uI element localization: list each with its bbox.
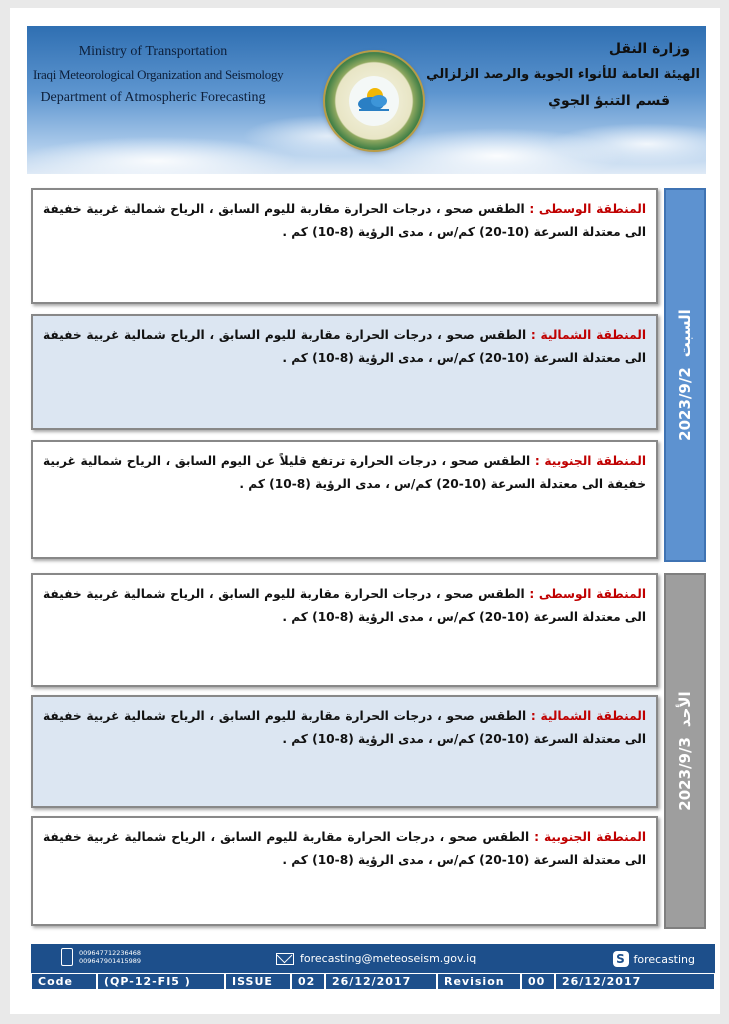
organization-name-ar: الهيئة العامة للأنواء الجوية والرصد الزلزالي xyxy=(426,67,700,82)
arabic-header xyxy=(426,36,700,114)
department-name-ar: قسم التنبؤ الجوي xyxy=(548,93,670,109)
issue-label: ISSUE xyxy=(225,973,291,990)
day-name: الأحد xyxy=(676,691,694,728)
forecast-central-region xyxy=(31,188,658,304)
region-label: المنطقة الجنوبية : xyxy=(534,454,647,468)
forecast-text: الطقس صحو ، درجات الحرارة مقاربة لليوم السابق ، الرياح شمالية غربية خفيفة الى معتدلة السرعة (10-20) كم/س ، مدى الرؤية (8-10) كم . xyxy=(43,830,646,867)
page xyxy=(10,8,720,1014)
skype-contact[interactable] xyxy=(613,951,696,967)
region-label: المنطقة الجنوبية : xyxy=(534,830,647,844)
phone-number-2: 009647901415989 xyxy=(79,957,142,965)
forecast-northern-region xyxy=(31,314,658,430)
phone-number-1: 009647712236468 xyxy=(79,949,142,957)
forecast-text: الطقس صحو ، درجات الحرارة مقاربة لليوم السابق ، الرياح شمالية غربية خفيفة الى معتدلة السرعة (10-20) كم/س ، مدى الرؤية (8-10) كم . xyxy=(43,587,646,624)
code-value: (QP-12-FI5 ) xyxy=(97,973,225,990)
logo-emblem xyxy=(325,52,423,150)
forecast-text: الطقس صحو ، درجات الحرارة مقاربة لليوم السابق ، الرياح شمالية غربية خفيفة الى معتدلة السرعة (10-20) كم/س ، مدى الرؤية (8-10) كم . xyxy=(43,202,646,239)
region-label: المنطقة الوسطى : xyxy=(529,587,646,601)
phone-numbers xyxy=(79,949,141,965)
email-contact[interactable] xyxy=(276,952,476,965)
day-block-saturday xyxy=(31,188,706,562)
forecast-southern-region xyxy=(31,440,658,559)
ministry-name-en: Ministry of Transportation xyxy=(78,44,228,59)
day-block-sunday xyxy=(31,573,706,929)
forecast-southern-region xyxy=(31,816,658,926)
revision-date: 26/12/2017 xyxy=(555,973,715,990)
region-label: المنطقة الوسطى : xyxy=(529,202,646,216)
forecast-text: الطقس صحو ، درجات الحرارة مقاربة لليوم السابق ، الرياح شمالية غربية خفيفة الى معتدلة السرعة (10-20) كم/س ، مدى الرؤية (8-10) كم . xyxy=(43,328,646,365)
day-name: السبت xyxy=(676,309,694,358)
revision-label: Revision xyxy=(437,973,521,990)
header-banner xyxy=(27,26,706,174)
issue-date: 26/12/2017 xyxy=(325,973,437,990)
document-control-row xyxy=(31,973,715,990)
revision-number: 00 xyxy=(521,973,555,990)
organization-name-en: Iraqi Meteorological Organization and Seismology xyxy=(33,67,284,82)
forecast-text: الطقس صحو ، درجات الحرارة مقاربة لليوم السابق ، الرياح شمالية غربية خفيفة الى معتدلة السرعة (10-20) كم/س ، مدى الرؤية (8-10) كم . xyxy=(43,709,646,746)
forecast-text: الطقس صحو ، درجات الحرارة ترتفع قليلاً عن اليوم السابق ، الرياح شمالية غربية خفيفة الى معتدلة السرعة (10-20) كم/س ، مدى الرؤية (8-10) كم . xyxy=(43,454,646,491)
cloud-sun-icon xyxy=(349,76,399,126)
forecast-northern-region xyxy=(31,695,658,808)
skype-icon: S xyxy=(613,951,629,967)
region-label: المنطقة الشمالية : xyxy=(530,328,647,342)
region-label: المنطقة الشمالية : xyxy=(530,709,647,723)
phone-icon xyxy=(61,948,73,966)
issue-number: 02 xyxy=(291,973,325,990)
ministry-name-ar: وزارة النقل xyxy=(608,41,690,57)
email-address[interactable]: forecasting@meteoseism.gov.iq xyxy=(300,952,477,965)
footer-bar xyxy=(31,944,715,990)
department-name-en: Department of Atmospheric Forecasting xyxy=(40,90,266,105)
skype-id[interactable]: forecasting xyxy=(633,952,695,966)
day-date: 2023/9/3 xyxy=(676,737,694,811)
day-date: 2023/9/2 xyxy=(676,367,694,441)
mail-icon xyxy=(276,953,294,965)
english-header xyxy=(33,40,284,109)
forecast-central-region xyxy=(31,573,658,687)
code-label: Code xyxy=(31,973,97,990)
day-sidebar xyxy=(664,573,706,929)
day-sidebar xyxy=(664,188,706,562)
